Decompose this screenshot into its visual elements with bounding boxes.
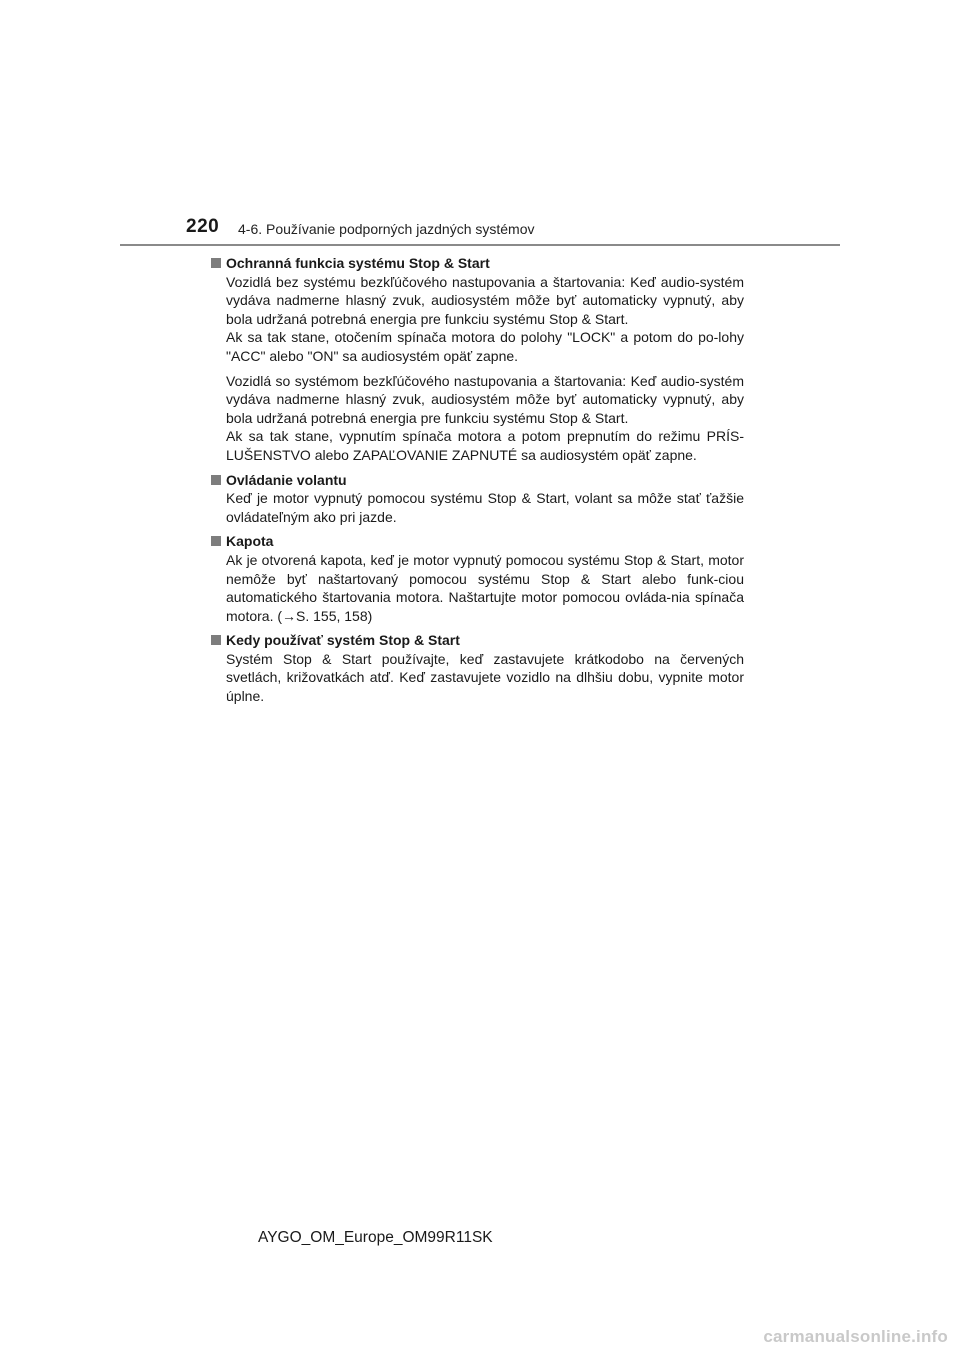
section-heading-text: Ochranná funkcia systému Stop & Start — [226, 255, 490, 271]
paragraph: Ak sa tak stane, vypnutím spínača motora a potom prepnutím do režimu PRÍS-LUŠENSTVO alebo ZAPAĽOVANIE ZAPNUTÉ sa audiosystém opäť zapne. — [226, 428, 744, 463]
section-heading — [210, 471, 744, 490]
document-id-footer: AYGO_OM_Europe_OM99R11SK — [258, 1229, 493, 1246]
section-heading-text: Ovládanie volantu — [226, 471, 347, 488]
square-bullet-icon — [211, 258, 221, 268]
section-heading — [210, 631, 744, 650]
section-stop-start-protection — [210, 254, 744, 465]
square-bullet-icon — [211, 536, 221, 546]
header-divider — [120, 244, 840, 246]
paragraph: Vozidlá so systémom bezkľúčového nastupovania a štartovania: Keď audio-systém vydáva nadmerne hlasný zvuk, audiosystém môže byť automaticky vypnutý, aby bola udržaná potrebná energia pre funkciu systému Stop & Start. — [226, 372, 744, 426]
paragraph: Ak sa tak stane, otočením spínača motora do polohy "LOCK" a potom do po-lohy "ACC" alebo "ON" sa audiosystém opäť zapne. — [226, 329, 744, 364]
page-number: 220 — [186, 216, 220, 237]
section-hood — [210, 532, 744, 625]
chapter-title: 4-6. Používanie podporných jazdných systémov — [238, 221, 535, 237]
section-heading — [210, 254, 744, 273]
section-when-to-use — [210, 631, 744, 705]
content-body — [210, 254, 744, 712]
watermark: carmanualsonline.info — [763, 1327, 948, 1346]
square-bullet-icon — [211, 635, 221, 645]
paragraph: Ak je otvorená kapota, keď je motor vypnutý pomocou systému Stop & Start, motor nemôže byť naštartovaný pomocou systému Stop & Start alebo funk-ciou automatického štartovania motora. Naštartujte motor pomocou ovláda-nia spínača motora. (→S. 155, 158) — [226, 551, 744, 624]
section-heading — [210, 532, 744, 551]
section-heading-text: Kapota — [226, 533, 274, 550]
paragraph: Systém Stop & Start používajte, keď zastavujete krátkodobo na červených svetlách, križovatkách atď. Keď zastavujete vozidlo na dlhšiu dobu, vypnite motor úplne. — [226, 650, 744, 705]
section-steering — [210, 471, 744, 527]
square-bullet-icon — [211, 475, 221, 485]
paragraph: Vozidlá bez systému bezkľúčového nastupovania a štartovania: Keď audio-systém vydáva nadmerne hlasný zvuk, audiosystém môže byť automaticky vypnutý, aby bola udržaná potrebná energia pre funkciu systému Stop & Start. — [226, 273, 744, 327]
section-heading-text: Kedy používať systém Stop & Start — [226, 632, 460, 649]
paragraph: Keď je motor vypnutý pomocou systému Stop & Start, volant sa môže stať ťažšie ovládateľným ako pri jazde. — [226, 490, 744, 525]
